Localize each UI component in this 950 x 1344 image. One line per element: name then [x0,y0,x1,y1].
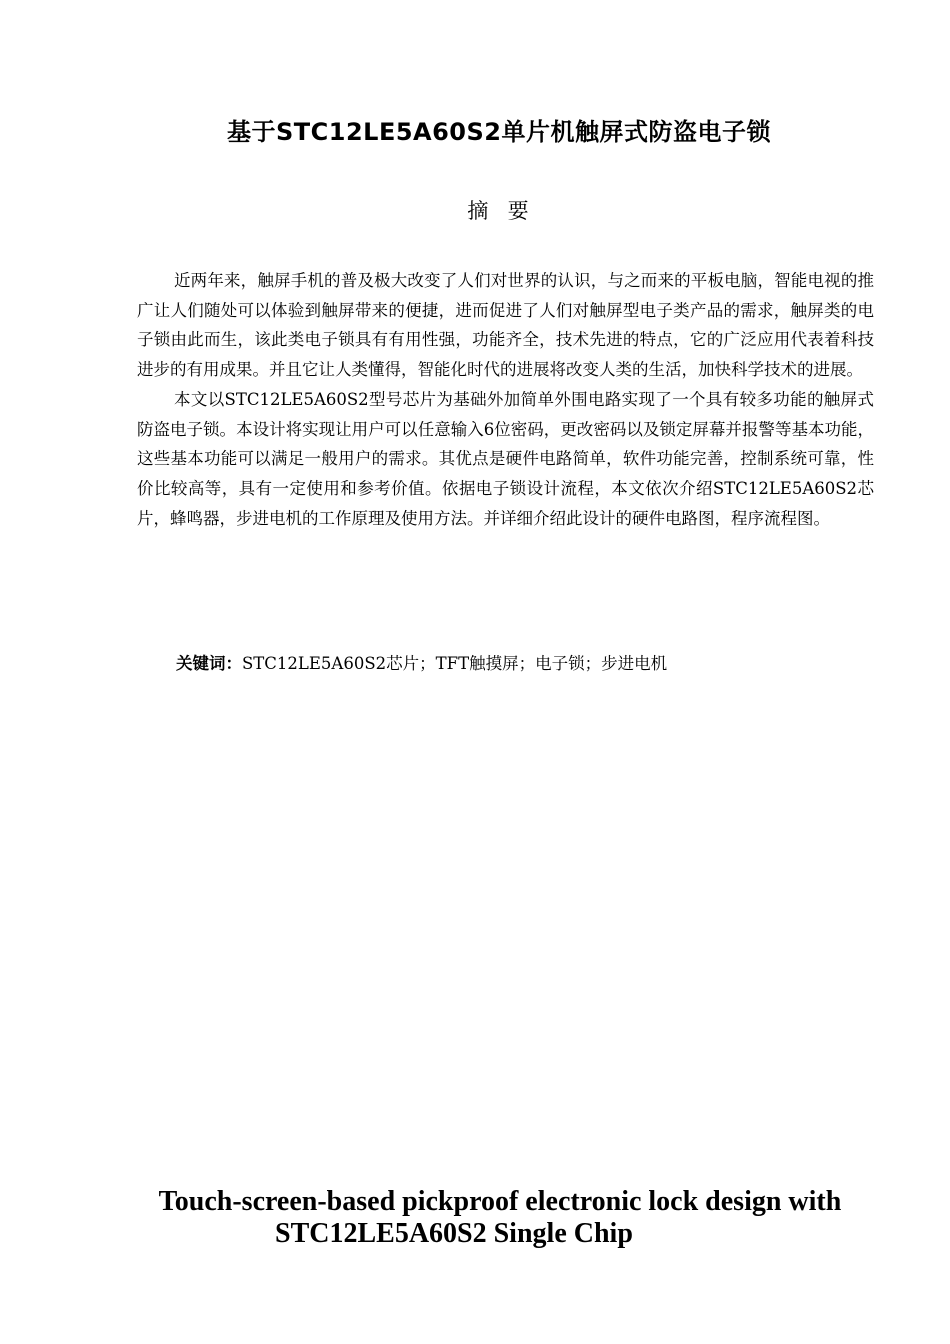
english-title-line: Touch-screen-based pickproof electronic lock design with [158,1186,842,1217]
english-title-line: STC12LE5A60S2 Single Chip [275,1218,633,1249]
abstract-paragraph: 本文以STC12LE5A60S2型号芯片为基础外加简单外围电路实现了一个具有较多功能的触屏式防盗电子锁。本设计将实现让用户可以任意输入6位密码，更改密码以及锁定屏幕并报警等基本功能，这些基本功能可以满足一般用户的需求。其优点是硬件电路简单，软件功能完善，控制系统可靠，性价比较高等，具有一定使用和参考价值。依据电子锁设计流程，本文依次介绍STC12LE5A60S2芯片，蜂鸣器，步进电机的工作原理及使用方法。并详细介绍此设计的硬件电路图，程序流程图。 [137,389,874,528]
keywords-label: 关键词： [176,654,242,673]
chinese-title: 基于STC12LE5A60S2单片机触屏式防盗电子锁 [226,118,771,146]
keywords-line [176,650,667,678]
abstract-heading: 摘 要 [467,199,531,223]
abstract-body [137,266,874,533]
keywords-text: STC12LE5A60S2芯片；TFT触摸屏；电子锁；步进电机 [242,654,668,673]
english-title [140,1186,860,1250]
abstract-paragraph: 近两年来，触屏手机的普及极大改变了人们对世界的认识，与之而来的平板电脑，智能电视的推广让人们随处可以体验到触屏带来的便捷，进而促进了人们对触屏型电子类产品的需求，触屏类的电子锁由此而生，该此类电子锁具有有用性强，功能齐全，技术先进的特点，它的广泛应用代表着科技进步的有用成果。并且它让人类懂得，智能化时代的进展将改变人类的生活，加快科学技术的进展。 [137,271,874,380]
